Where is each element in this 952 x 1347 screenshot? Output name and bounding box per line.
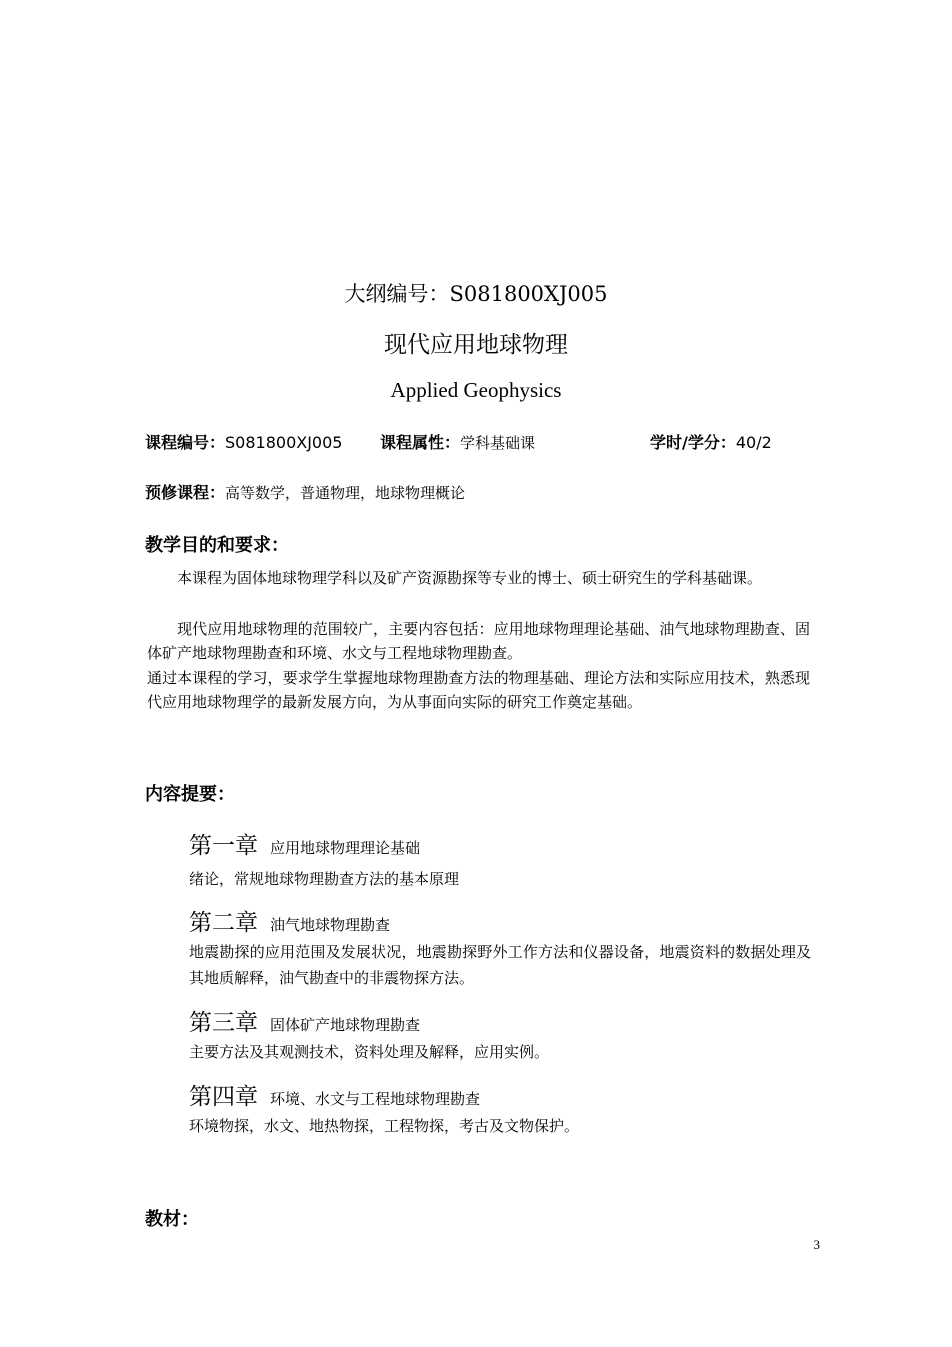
page-number: 3 <box>813 1237 820 1252</box>
outline-number: 大纲编号：S081800XJ005 <box>344 282 608 306</box>
chapter-4-number: 第四章 <box>189 1084 258 1110</box>
prerequisite-line <box>145 480 465 503</box>
chapter-2-title <box>189 904 390 937</box>
course-code-label: 课程编号： <box>145 433 226 452</box>
chapter-3-number: 第三章 <box>189 1010 258 1036</box>
course-attribute-value: 学科基础课 <box>460 434 536 452</box>
course-title-en: Applied Geophysics <box>390 378 562 402</box>
prerequisite-label: 预修课程： <box>145 483 226 502</box>
objectives-heading: 教学目的和要求： <box>145 535 289 556</box>
course-attribute-label: 课程属性： <box>380 433 461 452</box>
course-attribute-line <box>380 430 535 453</box>
chapter-1-title <box>189 827 420 860</box>
contents-heading: 内容提要： <box>145 784 235 805</box>
objectives-paragraph-1 <box>147 566 810 590</box>
chapter-4-description: 环境物探，水文、地热物探，工程物探，考古及文物保护。 <box>189 1117 580 1135</box>
objectives-paragraph-2-text: 现代应用地球物理的范围较广，主要内容包括：应用地球物理理论基础、油气地球物理勘查、固体矿产地球物理勘查和环境、水文与工程地球物理勘查。 <box>147 620 810 662</box>
chapter-3-title <box>189 1004 420 1037</box>
chapter-3-name: 固体矿产地球物理勘查 <box>270 1016 421 1034</box>
prerequisite-value: 高等数学，普通物理，地球物理概论 <box>225 484 466 502</box>
course-title-cn: 现代应用地球物理 <box>384 332 568 358</box>
objectives-paragraph-3: 通过本课程的学习，要求学生掌握地球物理勘查方法的物理基础、理论方法和实际应用技术，熟悉现代应用地球物理学的最新发展方向，为从事面向实际的研究工作奠定基础。 <box>147 669 810 711</box>
chapter-2-description: 地震勘探的应用范围及发展状况，地震勘探野外工作方法和仪器设备，地震资料的数据处理及其地质解释，油气勘查中的非震物探方法。 <box>189 943 811 987</box>
course-hours-value: 40/2 <box>735 433 772 452</box>
textbook-heading: 教材： <box>145 1209 199 1230</box>
chapter-1-name: 应用地球物理理论基础 <box>270 839 421 857</box>
chapter-2-name: 油气地球物理勘查 <box>270 916 391 934</box>
chapter-3-description: 主要方法及其观测技术，资料处理及解释，应用实例。 <box>189 1043 550 1061</box>
course-hours-line <box>650 430 772 453</box>
objectives-paragraph-1-text: 本课程为固体地球物理学科以及矿产资源勘探等专业的博士、硕士研究生的学科基础课。 <box>177 569 763 587</box>
chapter-1-number: 第一章 <box>189 833 258 859</box>
chapter-2-number: 第二章 <box>189 910 258 936</box>
course-code-line <box>145 430 342 453</box>
chapter-4-name: 环境、水文与工程地球物理勘查 <box>270 1090 481 1108</box>
course-code-value: S081800XJ005 <box>225 433 343 452</box>
chapter-4-title <box>189 1078 480 1111</box>
course-hours-label: 学时/学分： <box>650 433 736 452</box>
objectives-paragraph-2 <box>147 617 810 665</box>
chapter-1-description: 绪论，常规地球物理勘查方法的基本原理 <box>189 870 460 888</box>
